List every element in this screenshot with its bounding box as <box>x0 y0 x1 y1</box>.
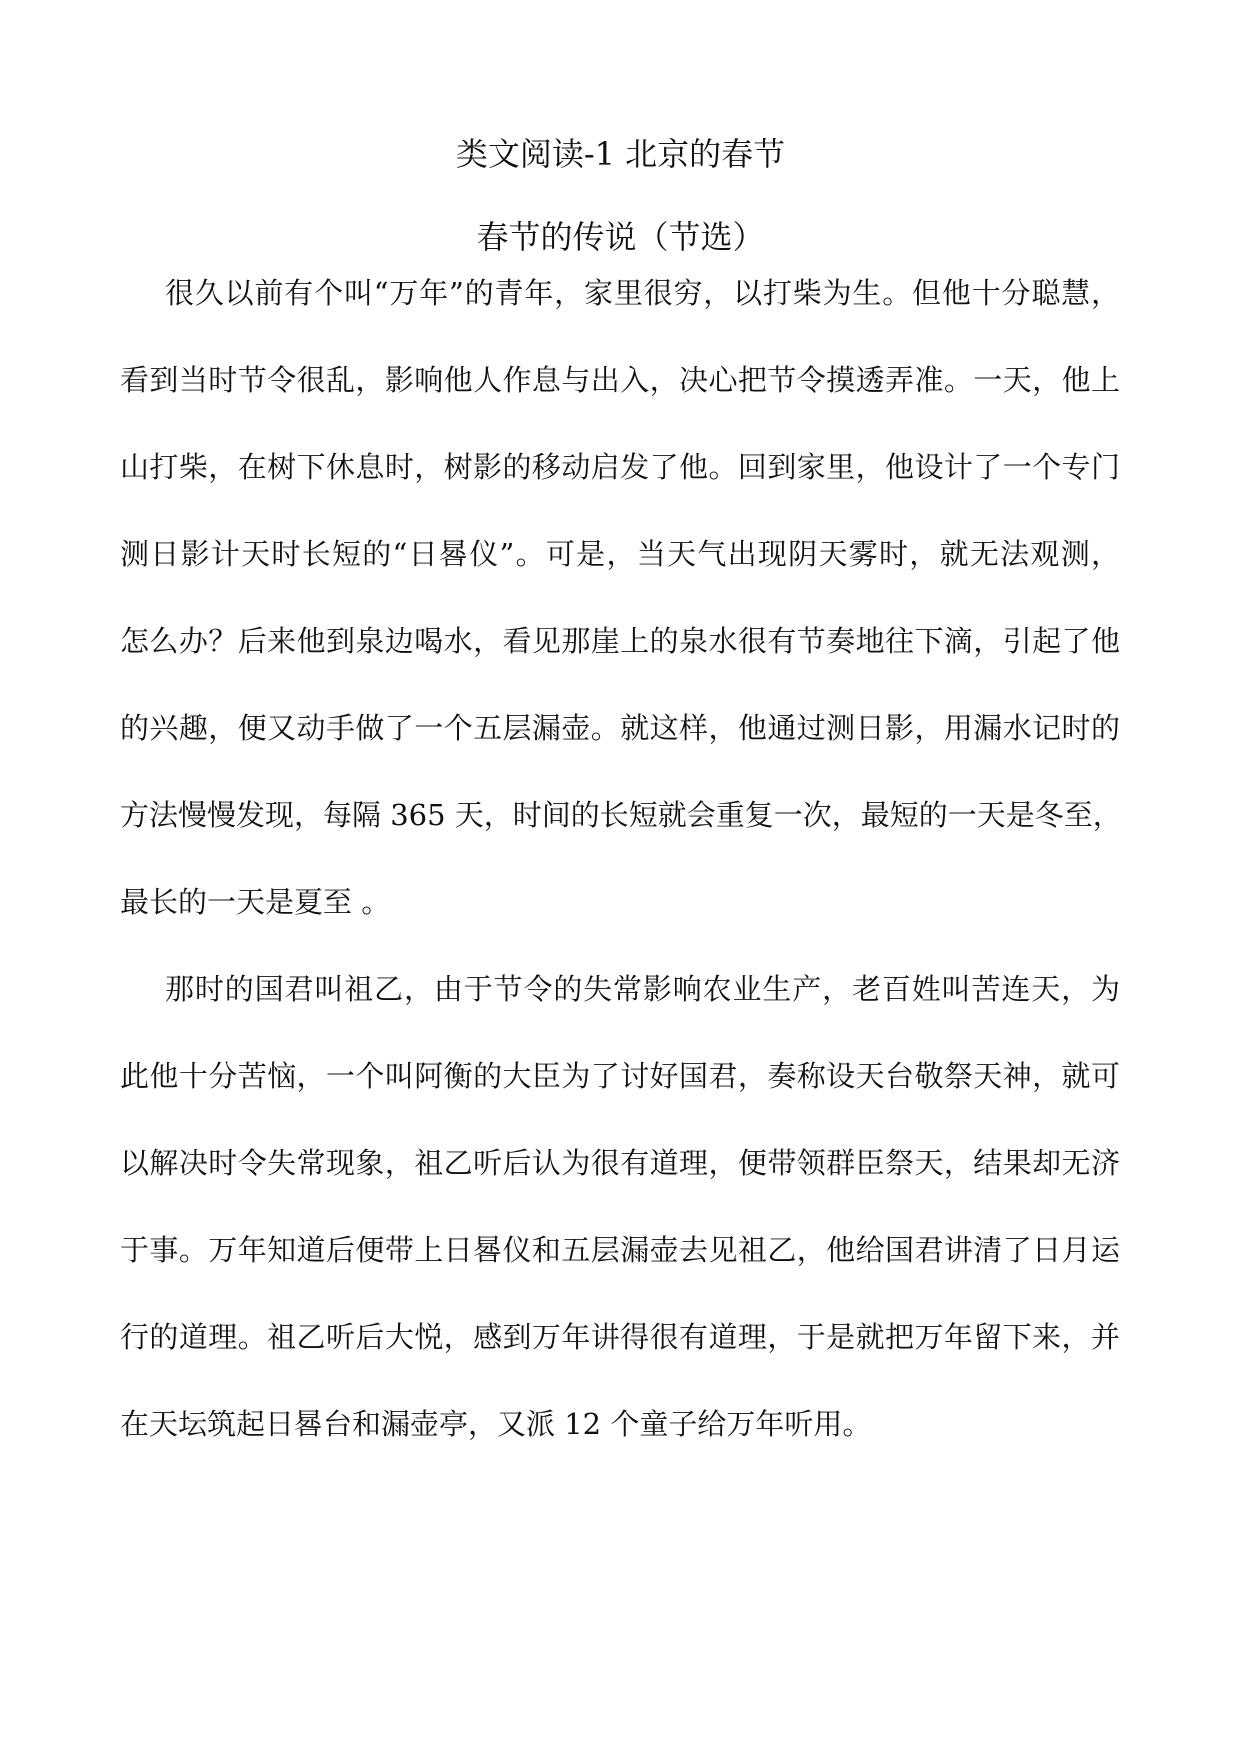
paragraph-line: 最长的一天是夏至 。 <box>120 885 391 919</box>
paragraph-line: 行的道理。祖乙听后大悦，感到万年讲得很有道理，于是就把万年留下来，并 <box>120 1320 1120 1354</box>
paragraph-line: 的兴趣，便又动手做了一个五层漏壶。就这样，他通过测日影，用漏水记时的 <box>120 711 1120 745</box>
paragraph-line: 方法慢慢发现，每隔 365 天，时间的长短就会重复一次，最短的一天是冬至， <box>120 798 1122 832</box>
document-title: 类文阅读-1 北京的春节 <box>455 135 786 173</box>
paragraph-line: 那时的国君叫祖乙，由于节令的失常影响农业生产，老百姓叫苦连天，为 <box>165 972 1120 1006</box>
paragraph-line: 于事。万年知道后便带上日晷仪和五层漏壶去见祖乙，他给国君讲清了日月运 <box>120 1233 1120 1267</box>
paragraph-line: 此他十分苦恼，一个叫阿衡的大臣为了讨好国君，奏称设天台敬祭天神，就可 <box>120 1059 1120 1093</box>
paragraph-line: 在天坛筑起日晷台和漏壶亭，又派 12 个童子给万年听用。 <box>120 1407 872 1441</box>
paragraph-line: 测日影计天时长短的“日晷仪”。可是，当天气出现阴天雾时，就无法观测， <box>120 537 1120 571</box>
paragraph-line: 山打柴，在树下休息时，树影的移动启发了他。回到家里，他设计了一个专门 <box>120 450 1120 484</box>
paragraph-line: 看到当时节令很乱，影响他人作息与出入，决心把节令摸透弄准。一天，他上 <box>120 363 1120 397</box>
paragraph-line: 很久以前有个叫“万年”的青年，家里很穷，以打柴为生。但他十分聪慧， <box>165 276 1120 310</box>
paragraph-line: 以解决时令失常现象，祖乙听后认为很有道理，便带领群臣祭天，结果却无济 <box>120 1146 1120 1180</box>
document-subtitle: 春节的传说（节选） <box>476 218 765 256</box>
paragraph-line: 怎么办？后来他到泉边喝水，看见那崖上的泉水很有节奏地往下滴，引起了他 <box>120 624 1120 658</box>
